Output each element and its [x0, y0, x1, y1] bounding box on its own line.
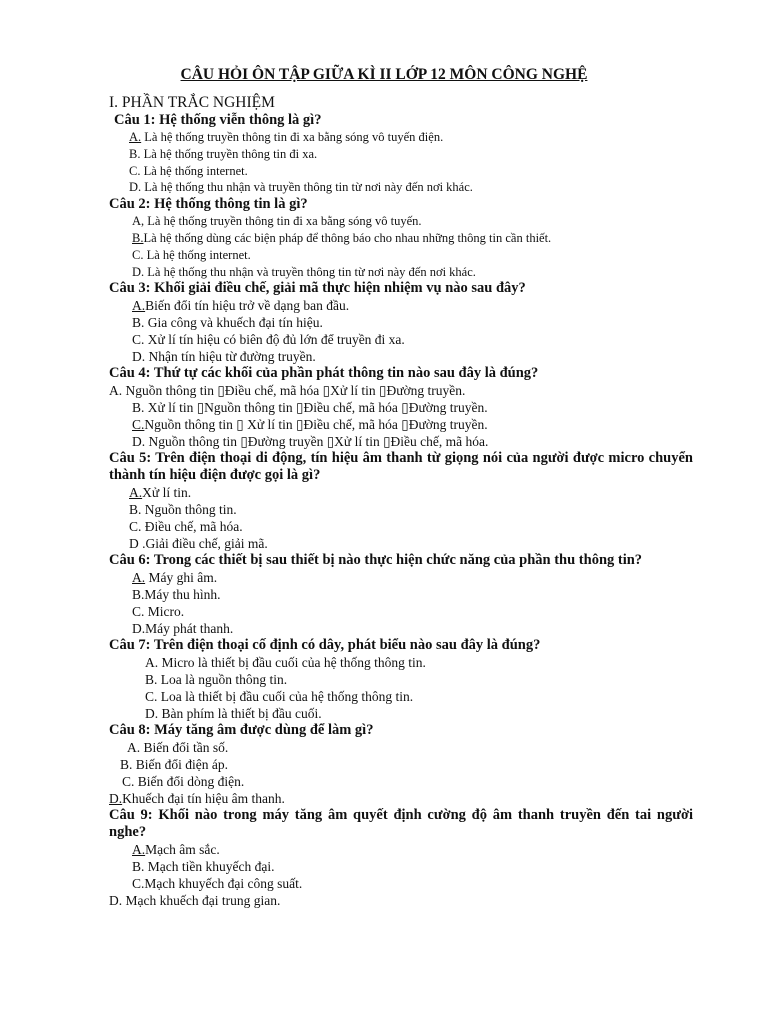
option-text: Khuếch đại tín hiệu âm thanh. [122, 791, 285, 807]
option-text: Máy ghi âm. [145, 570, 218, 586]
option-letter: D [129, 536, 139, 552]
option-list [0, 569, 768, 637]
option-d [145, 705, 768, 722]
option-b [145, 671, 768, 688]
option-text: Là hệ thống truyền thông tin đi xa bằng sóng vô tuyến. [144, 214, 422, 229]
option-text: Mạch khuếch đại trung gian. [122, 893, 281, 909]
option-text: Micro. [144, 604, 185, 620]
option-list [0, 213, 768, 280]
question-title: Câu 4: Thứ tự các khối của phần phát thông tin nào sau đây là đúng? [109, 365, 539, 382]
option-text: Biến đổi tín hiệu trở về dạng ban đầu. [145, 298, 350, 314]
option-d [132, 433, 768, 450]
option-text: Là hệ thống truyền thông tin đi xa. [140, 146, 318, 161]
option-c [129, 163, 768, 180]
option-c [145, 688, 768, 705]
option-text: Micro là thiết bị đầu cuối của hệ thống thông tin. [158, 655, 426, 671]
question-title: Câu 1: Hệ thống viễn thông là gì? [114, 112, 322, 128]
option-list [0, 297, 768, 365]
option-text: Mạch tiền khuyếch đại. [144, 859, 275, 875]
option-letter: B. [129, 146, 141, 161]
option-c [122, 773, 768, 790]
option-a [132, 841, 768, 858]
option-list [0, 382, 768, 450]
option-letter: D. [109, 791, 123, 807]
option-letter: D. [132, 434, 146, 450]
option-letter: B. [145, 672, 158, 688]
option-text: Xử lí tín hiệu có biên độ đủ lớn để truyền đi xa. [144, 332, 405, 348]
option-letter: D. [132, 264, 145, 279]
option-list [0, 129, 768, 196]
option-a [127, 739, 768, 756]
option-list [0, 654, 768, 722]
document-title: CÂU HỎI ÔN TẬP GIỮA KÌ II LỚP 12 MÔN CÔNG NGHỆ [180, 66, 588, 83]
option-letter: B. [132, 400, 145, 416]
option-text: Gia công và khuếch đại tín hiệu. [144, 315, 323, 331]
option-c [129, 518, 768, 535]
option-letter: A. [132, 298, 146, 314]
option-text: Nguồn thông tin ▯Điều chế, mã hóa ▯Xử lí tin ▯Đường truyền. [122, 383, 466, 399]
option-d [132, 348, 768, 365]
option-letter: C. [129, 163, 141, 178]
option-b [129, 501, 768, 518]
option-text: Loa là nguồn thông tin. [157, 672, 288, 688]
option-text: Mạch khuyếch đại công suất. [144, 876, 303, 892]
option-letter: C. [132, 332, 145, 348]
option-d [129, 535, 768, 552]
option-text: Điều chế, mã hóa. [141, 519, 243, 535]
option-text: Xử lí tin ▯Nguồn thông tin ▯Điều chế, mã hóa ▯Đường truyền. [144, 400, 488, 416]
option-d [132, 264, 768, 281]
option-letter: A. [109, 383, 123, 399]
option-b [132, 399, 768, 416]
option-letter: B. [132, 859, 145, 875]
option-letter: B. [132, 315, 145, 331]
option-letter: A. [127, 740, 141, 756]
option-c [132, 603, 768, 620]
question-title: Câu 2: Hệ thống thông tin là gì? [109, 196, 308, 213]
option-letter: D. [132, 621, 146, 637]
option-b [129, 146, 768, 163]
option-a [109, 382, 768, 399]
option-letter: A, [132, 214, 145, 229]
option-b [132, 586, 768, 603]
option-text: Nguồn thông tin. [141, 502, 237, 518]
option-text: Biến đổi dòng điện. [134, 774, 245, 790]
option-text: Nhận tín hiệu từ đường truyền. [145, 349, 316, 365]
option-b [132, 314, 768, 331]
option-list [0, 841, 768, 909]
option-c [132, 331, 768, 348]
option-a [132, 213, 768, 230]
option-text: Biến đổi điện áp. [132, 757, 228, 773]
question-title: Câu 3: Khối giải điều chế, giải mã thực hiện nhiệm vụ nào sau đây? [109, 280, 526, 297]
question-title: Câu 8: Máy tăng âm được dùng để làm gì? [109, 722, 374, 739]
option-b [120, 756, 768, 773]
option-a [129, 484, 768, 501]
option-d [129, 179, 768, 196]
option-text: Máy phát thanh. [145, 621, 234, 637]
option-text: Loa là thiết bị đầu cuối của hệ thống thông tin. [157, 689, 414, 705]
option-letter: C. [145, 689, 158, 705]
option-letter: A. [132, 842, 146, 858]
option-c [132, 416, 768, 433]
option-letter: B. [132, 230, 144, 245]
option-letter: A. [145, 655, 159, 671]
option-d [132, 620, 768, 637]
option-a [129, 129, 768, 146]
option-a [132, 569, 768, 586]
option-text: .Giải điều chế, giải mã. [138, 536, 268, 552]
question-title: Câu 5: Trên điện thoại di động, tín hiệu âm thanh từ giọng nói của người được micro chuyển thành tín hiệu điện được gọi là gì? [109, 450, 693, 484]
option-text: Là hệ thống truyền thông tin đi xa bằng sóng vô tuyến điện. [141, 130, 444, 144]
question-title: Câu 7: Trên điện thoại cố định có dây, phát biểu nào sau đây là đúng? [109, 637, 541, 654]
option-letter: C. [129, 519, 142, 535]
option-b [132, 230, 768, 247]
option-text: Là hệ thống internet. [140, 163, 248, 178]
option-letter: D. [109, 893, 123, 909]
option-d [109, 790, 768, 807]
option-c [132, 875, 768, 892]
option-letter: C. [132, 604, 145, 620]
option-letter: B. [120, 757, 133, 773]
option-text: Mạch âm sắc. [145, 842, 220, 858]
option-letter: A. [132, 570, 146, 586]
option-c [132, 247, 768, 264]
option-text: Là hệ thống thu nhận và truyền thông tin từ nơi này đến nơi khác. [141, 180, 473, 195]
option-text: Biến đổi tần số. [140, 740, 229, 756]
option-b [132, 858, 768, 875]
option-letter: A. [129, 485, 143, 501]
question-title: Câu 6: Trong các thiết bị sau thiết bị nào thực hiện chức năng của phần thu thông tin? [109, 552, 643, 569]
option-text: Là hệ thống thu nhận và truyền thông tin từ nơi này đến nơi khác. [144, 264, 476, 279]
option-text: Nguồn thông tin ▯ Xử lí tin ▯Điều chế, mã hóa ▯Đường truyền. [144, 417, 488, 433]
option-letter: B. [129, 502, 142, 518]
option-text: Máy thu hình. [144, 587, 221, 603]
option-letter: B. [132, 587, 145, 603]
option-text: Là hệ thống internet. [143, 247, 251, 262]
option-letter: D. [132, 349, 146, 365]
option-text: Là hệ thống dùng các biện pháp để thông báo cho nhau những thông tin cần thiết. [143, 230, 552, 245]
option-text: Xử lí tin. [142, 485, 192, 501]
option-letter: A. [129, 130, 142, 144]
question-list [0, 112, 768, 909]
section-heading: I. PHẦN TRẮC NGHIỆM [109, 94, 275, 111]
option-list [0, 739, 768, 807]
option-letter: C. [132, 876, 145, 892]
question-title: Câu 9: Khối nào trong máy tăng âm quyết định cường độ âm thanh truyền đến tai người nghe? [109, 807, 693, 841]
option-text: Bàn phím là thiết bị đầu cuối. [158, 706, 322, 722]
option-list [0, 484, 768, 552]
option-d [109, 892, 768, 909]
option-letter: C. [132, 247, 144, 262]
option-a [132, 297, 768, 314]
option-letter: C. [122, 774, 135, 790]
option-letter: D. [129, 180, 142, 195]
option-letter: C. [132, 417, 145, 433]
option-text: Nguồn thông tin ▯Đường truyền ▯Xử lí tin ▯Điều chế, mã hóa. [145, 434, 489, 450]
option-letter: D. [145, 706, 159, 722]
option-a [145, 654, 768, 671]
